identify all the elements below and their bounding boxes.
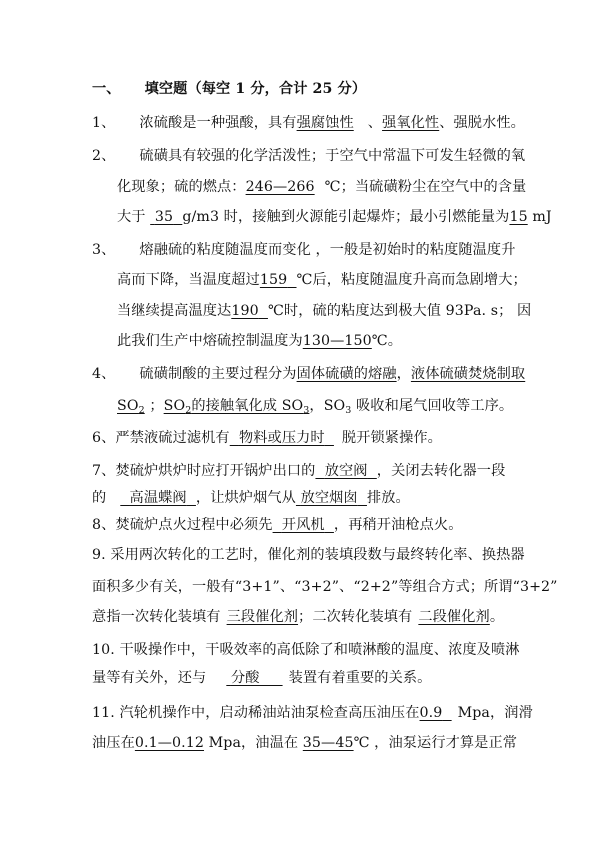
answer-blank: 开风机: [281, 517, 325, 533]
question-text: mJ: [532, 209, 552, 225]
question-text: 面积多少有关，一般有“3+1”、“3+2”、“2+2”等组合方式；所谓“3+2”: [92, 579, 558, 595]
answer-blank: $SO_2$: [117, 398, 145, 416]
question-text: 7、焚硫炉烘炉时应打开锅炉出口的: [92, 463, 316, 479]
question-10-line-2: [92, 668, 431, 688]
question-text: 此我们生产中熔硫控制温度为: [117, 333, 303, 349]
question-text: ；二次转化装填有: [298, 609, 413, 625]
answer-blank: $SO_2$的接触氧化成 $SO_3$: [163, 398, 310, 416]
section-title: 填空题（每空 1 分，合计 25 分）: [144, 81, 367, 97]
question-text: ，再稍开油枪点火。: [333, 517, 463, 533]
question-9-line-3: [92, 607, 504, 627]
question-2: [92, 146, 525, 166]
question-10: [92, 640, 520, 660]
question-3: [92, 240, 516, 260]
question-text: 吸收和尾气回收等工序。: [351, 398, 514, 414]
question-number: 2、: [92, 148, 116, 164]
answer-blank: 159: [259, 272, 288, 288]
question-text: 装置有着重要的关系。: [288, 670, 432, 686]
question-number: 3、: [92, 242, 116, 258]
question-4: [92, 364, 525, 384]
question-text: 熔融硫的粘度随温度而变化 ，一般是初始时的粘度随温度升: [139, 242, 516, 258]
question-3-line-2: [117, 270, 527, 290]
question-text: 硫磺具有较强的化学活泼性；于空气中常温下可发生轻微的氧: [139, 148, 526, 164]
question-text: 6、严禁液硫过滤机有: [92, 430, 230, 446]
question-text: 高而下降，当温度超过: [117, 272, 260, 288]
question-11-line-2: [92, 733, 517, 753]
question-text: 、强脱水性。: [439, 115, 525, 131]
question-text: ，让烘炉烟气从: [195, 490, 296, 506]
answer-blank: 35—45: [302, 735, 354, 751]
answer-blank: 物料或压力时: [238, 430, 325, 446]
question-6: [92, 428, 442, 448]
question-9-line-2: [92, 577, 558, 597]
answer-blank: 三段催化剂: [226, 609, 299, 625]
question-text: ，关闭去转化器一段: [376, 463, 506, 479]
answer-blank: 放空阀: [324, 463, 368, 479]
question-3-line-4: [117, 331, 402, 351]
question-text: ，SO: [309, 398, 346, 414]
question-7: [92, 461, 505, 481]
question-text: ℃后，粘度随温度升高而急剧增大；: [296, 272, 527, 288]
question-text: ℃；当硫磺粉尘在空气中的含量: [324, 179, 527, 195]
question-text: Mpa，润滑: [457, 705, 533, 721]
question-text: 硫磺制酸的主要过程分为: [139, 366, 297, 382]
question-text: 量等有关外，还与: [92, 670, 207, 686]
question-text: 11. 汽轮机操作中，启动稀油站油泵检查高压油压在: [92, 705, 420, 721]
answer-blank: 液体硫磺焚烧制取: [410, 366, 526, 382]
answer-blank: 0.9: [419, 705, 443, 721]
question-3-line-3: [117, 301, 531, 321]
question-text: 9. 采用两次转化的工艺时，催化剂的装填段数与最终转化率、换热器: [92, 547, 525, 563]
question-text: 脱开锁紧操作。: [341, 430, 442, 446]
question-9: [92, 545, 525, 565]
answer-blank: 二段催化剂: [418, 609, 490, 625]
question-text: Mpa，油温在: [208, 735, 299, 751]
question-text: 排放。: [366, 490, 410, 506]
question-text: g/m3 时，接触到火源能引起爆炸；最小引燃能量为: [182, 209, 510, 225]
question-text: 8、焚硫炉点火过程中必须先: [92, 517, 273, 533]
question-text: 。: [489, 609, 505, 625]
answer-blank: 高温蝶阀: [129, 490, 187, 506]
question-7-line-2: [92, 488, 410, 508]
question-text: ℃ ，油泵运行才算是正常: [353, 735, 518, 751]
question-text: ；: [149, 398, 164, 414]
question-text: 意指一次转化装填有: [92, 609, 221, 625]
question-text: 、: [367, 115, 383, 131]
question-2-line-2: [117, 177, 526, 197]
section-heading: [92, 79, 366, 99]
question-text: 10. 干吸操作中，干吸效率的高低除了和喷淋酸的温度、浓度及喷淋: [92, 642, 520, 658]
answer-blank: 放空烟囱: [300, 490, 358, 506]
question-text: ℃。: [371, 333, 403, 349]
question-text: 化现象；硫的燃点：: [117, 179, 246, 195]
question-8: [92, 515, 463, 535]
question-text: 大于: [117, 209, 146, 225]
answer-blank: 190: [231, 303, 259, 319]
question-4-line-2: $SO_2$ ；$SO_2$的接触氧化成 $SO_3$，$SO_3$ 吸收和尾气回收等工序。: [117, 398, 514, 416]
answer-blank: 0.1—0.12: [134, 735, 205, 751]
answer-blank: 130—150: [302, 333, 372, 349]
answer-blank: 35: [154, 209, 174, 225]
question-number: 4、: [92, 366, 116, 382]
answer-blank: 246—266: [245, 179, 315, 195]
question-text: 当继续提高温度达: [117, 303, 232, 319]
question-text: ℃时，硫的粘度达到极大值 93Pa. s； 因: [267, 303, 532, 319]
answer-blank: 固体硫磺的熔融: [296, 366, 397, 382]
question-number: 1、: [92, 115, 116, 131]
question-11: [92, 703, 533, 723]
question-text: 油压在: [92, 735, 135, 751]
answer-blank: 强氧化性: [382, 115, 440, 131]
answer-blank: 强腐蚀性: [296, 115, 354, 131]
question-2-line-3: [117, 207, 552, 227]
answer-blank: 15: [509, 209, 528, 225]
question-text: 浓硫酸是一种强酸，具有: [139, 115, 297, 131]
question-text: 的: [92, 490, 107, 506]
question-1: [92, 113, 525, 133]
question-text: ，: [396, 366, 411, 382]
section-number: 一、: [92, 81, 121, 97]
answer-blank: 分酸: [230, 670, 260, 686]
